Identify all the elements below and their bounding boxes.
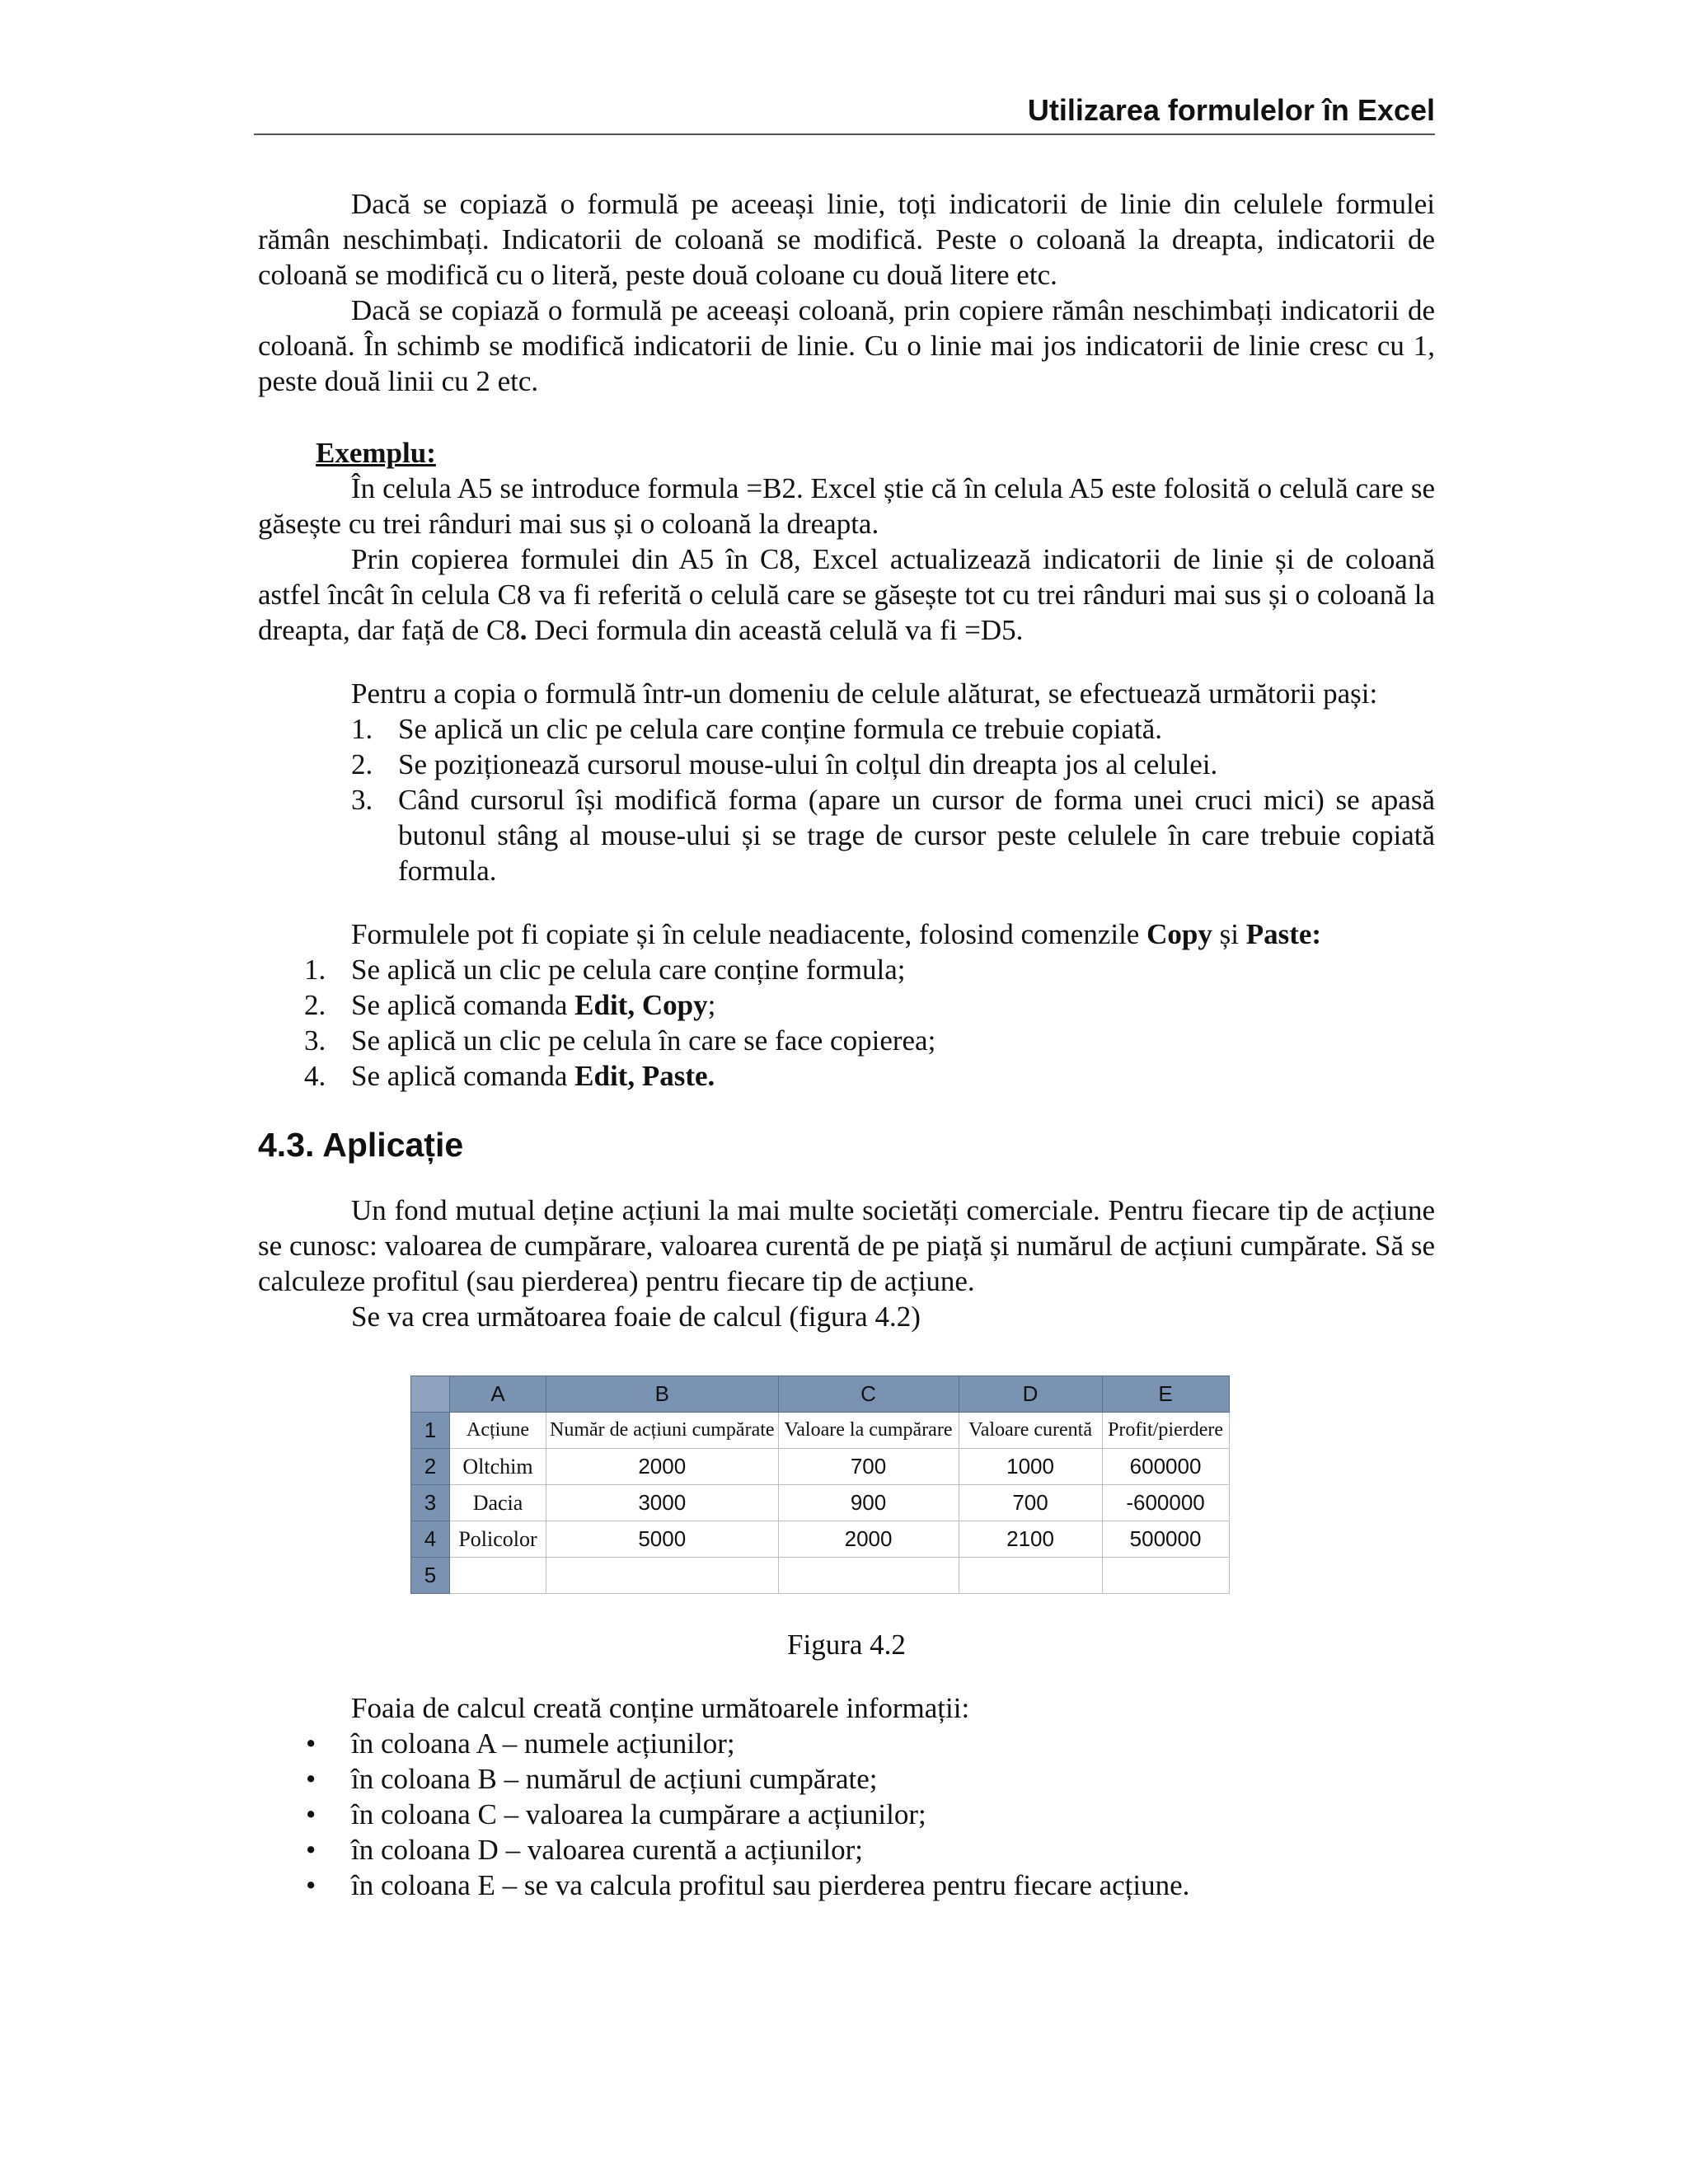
list-item: 3. Când cursorul își modifică forma (apare un cursor de forma unei cruci mici) se apasă butonul stâng al mouse-ului și se trage de cursor peste celulele în care trebuie copiată formula. — [351, 784, 1435, 887]
list-item: • în coloana D – valoarea curentă a acțiunilor; — [306, 1834, 863, 1866]
list-item: • în coloana E – se va calcula profitul sau pierderea pentru fiecare acțiune. — [306, 1869, 1190, 1901]
table-cell — [1102, 1558, 1229, 1594]
table-cell — [450, 1558, 546, 1594]
bullet-icon: • — [306, 1798, 316, 1830]
table-cell: Valoare la cumpărare — [778, 1413, 959, 1449]
list-item: 1. Se aplică un clic pe celula care conține formula; — [304, 954, 906, 986]
paragraph: Pentru a copia o formulă într-un domeniu de celule alăturat, se efectuează următorii pași: — [351, 677, 1378, 710]
column-header: D — [959, 1376, 1102, 1413]
table-cell: 2100 — [959, 1521, 1102, 1558]
list-item: 2. Se aplică comanda Edit, Copy; — [304, 989, 716, 1021]
corner-cell — [411, 1376, 450, 1413]
table-cell: Policolor — [450, 1521, 546, 1558]
column-header: C — [778, 1376, 959, 1413]
table-cell: 2000 — [778, 1521, 959, 1558]
table-cell: 3000 — [546, 1485, 779, 1521]
table-cell: 500000 — [1102, 1521, 1229, 1558]
bullet-icon: • — [306, 1763, 316, 1795]
running-header-title: Utilizarea formulelor în Excel — [1027, 93, 1435, 127]
list-item: • în coloana C – valoarea la cumpărare a acțiunilor; — [306, 1798, 926, 1830]
table-row — [411, 1485, 1230, 1521]
table-cell: 5000 — [546, 1521, 779, 1558]
paragraph: Dacă se copiază o formulă pe aceeași coloană, prin copiere rămân neschimbați indicatorii de coloană. În schimb se modifică indicatorii de linie. Cu o linie mai jos indicatorii de linie cresc cu 1, peste două linii cu 2 etc. — [258, 294, 1435, 397]
list-item: 1. Se aplică un clic pe celula care conține formula ce trebuie copiată. — [351, 713, 1163, 745]
table-cell: 700 — [778, 1449, 959, 1485]
table-cell: 2000 — [546, 1449, 779, 1485]
paragraph: Un fond mutual deține acțiuni la mai multe societăți comerciale. Pentru fiecare tip de acțiune se cunosc: valoarea de cumpărare, valoarea curentă de pe piață și numărul de acțiuni cumpărate. Să se calculeze profitul (sau pierderea) pentru fiecare tip de acțiune. — [258, 1194, 1435, 1297]
spreadsheet-figure — [410, 1376, 1435, 1594]
table-cell — [778, 1558, 959, 1594]
copy-steps-list — [258, 711, 1435, 888]
table-row — [411, 1521, 1230, 1558]
column-header: B — [546, 1376, 779, 1413]
paragraph: Se va crea următoarea foaie de calcul (figura 4.2) — [351, 1301, 921, 1333]
paste-steps-list — [258, 952, 1435, 1094]
paragraph: În celula A5 se introduce formula =B2. Excel știe că în celula A5 este folosită o celulă care se găsește cu trei rânduri mai sus și o coloană la dreapta. — [258, 472, 1435, 540]
info-list — [258, 1726, 1435, 1903]
paragraph: Formulele pot fi copiate și în celule neadiacente, folosind comenzile Copy și Paste: — [351, 918, 1322, 950]
paragraph: Dacă se copiază o formulă pe aceeași linie, toți indicatorii de linie din celulele formulei rămân neschimbați. Indicatorii de coloană se modifică. Peste o coloană la dreapta, indicatorii de coloană se modifică cu o literă, peste două coloane cu două litere etc. — [258, 188, 1435, 291]
row-header: 5 — [411, 1558, 450, 1594]
table-row — [411, 1413, 1230, 1449]
table-cell — [959, 1558, 1102, 1594]
bullet-icon: • — [306, 1834, 316, 1866]
section-heading: 4.3. Aplicație — [258, 1126, 464, 1164]
running-header — [254, 92, 1435, 135]
bullet-icon: • — [306, 1727, 316, 1760]
row-header: 2 — [411, 1449, 450, 1485]
example-heading: Exemplu: — [316, 437, 436, 469]
bullet-icon: • — [306, 1869, 316, 1901]
row-header: 3 — [411, 1485, 450, 1521]
table-cell: Număr de acțiuni cumpărate — [546, 1413, 779, 1449]
paragraph: Foaia de calcul creată conține următoarele informații: — [351, 1692, 970, 1724]
list-item: 4. Se aplică comanda Edit, Paste. — [304, 1060, 715, 1092]
column-header: A — [450, 1376, 546, 1413]
table-cell: Profit/pierdere — [1102, 1413, 1229, 1449]
table-cell: Oltchim — [450, 1449, 546, 1485]
list-item: 3. Se aplică un clic pe celula în care se face copierea; — [304, 1024, 936, 1057]
paragraph: Prin copierea formulei din A5 în C8, Excel actualizează indicatorii de linie și de coloană astfel încât în celula C8 va fi referită o celulă care se găsește tot cu trei rânduri mai sus și o coloană la dreapta, dar față de C8. Deci formula din această celulă va fi =D5. — [258, 543, 1435, 646]
table-row — [411, 1449, 1230, 1485]
table-cell: Acțiune — [450, 1413, 546, 1449]
list-item: • în coloana B – numărul de acțiuni cumpărate; — [306, 1763, 878, 1795]
table-cell: 600000 — [1102, 1449, 1229, 1485]
spreadsheet-table — [410, 1376, 1230, 1594]
row-header: 1 — [411, 1413, 450, 1449]
column-header: E — [1102, 1376, 1229, 1413]
table-cell: 700 — [959, 1485, 1102, 1521]
row-header: 4 — [411, 1521, 450, 1558]
table-cell: -600000 — [1102, 1485, 1229, 1521]
table-cell — [546, 1558, 779, 1594]
column-header-row — [411, 1376, 1230, 1413]
table-row — [411, 1558, 1230, 1594]
list-item: • în coloana A – numele acțiunilor; — [306, 1727, 735, 1760]
page-body — [258, 186, 1435, 1903]
list-item: 2. Se poziționează cursorul mouse-ului în colțul din dreapta jos al celulei. — [351, 748, 1218, 780]
figure-caption: Figura 4.2 — [787, 1629, 906, 1661]
table-cell: 900 — [778, 1485, 959, 1521]
table-cell: Dacia — [450, 1485, 546, 1521]
table-cell: Valoare curentă — [959, 1413, 1102, 1449]
table-cell: 1000 — [959, 1449, 1102, 1485]
